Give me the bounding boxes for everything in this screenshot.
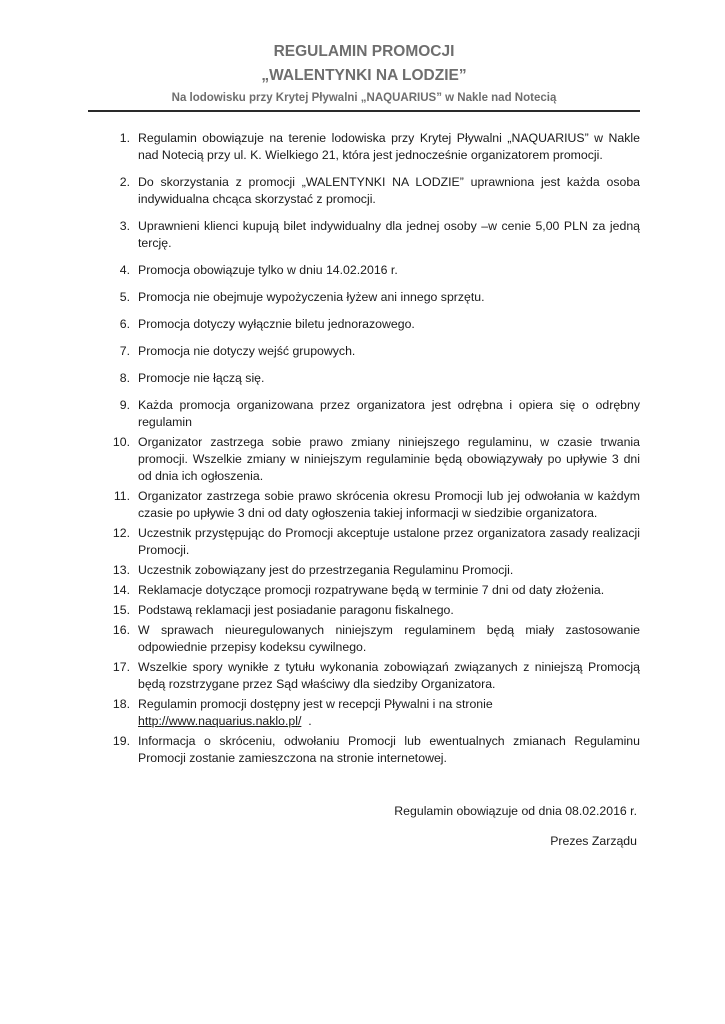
rule-number: 17. — [112, 660, 130, 674]
rule-text: Każda promocja organizowana przez organizatora jest odrębna i opiera się o odrębny regulamin — [138, 398, 640, 429]
rule-number: 8. — [119, 371, 130, 385]
rule-item — [88, 622, 640, 656]
rule-number: 19. — [112, 734, 130, 748]
rule-item — [88, 316, 640, 333]
rule-text: Promocja nie obejmuje wypożyczenia łyżew ani innego sprzętu. — [138, 290, 485, 304]
document-header — [88, 40, 640, 107]
rule-text: Reklamacje dotyczące promocji rozpatrywane będą w terminie 7 dni od daty złożenia. — [138, 583, 605, 597]
rule-number: 4. — [119, 263, 130, 277]
rule-text: W sprawach nieuregulowanych niniejszym regulaminem będą miały zastosowanie odpowiednie przepisy kodeksu cywilnego. — [138, 623, 640, 654]
rule-item — [88, 218, 640, 252]
signature-line: Prezes Zarządu — [550, 834, 637, 848]
document-title: REGULAMIN PROMOCJI — [273, 43, 455, 60]
rule-number: 1. — [119, 131, 130, 145]
rule-item — [88, 602, 640, 619]
rule-number: 7. — [119, 344, 130, 358]
rule-number: 9. — [119, 398, 130, 412]
rule-text: Podstawą reklamacji jest posiadanie paragonu fiskalnego. — [138, 603, 454, 617]
location-line: Na lodowisku przy Krytej Pływalni „NAQUARIUS” w Nakle nad Notecią — [171, 92, 557, 104]
rule-text: Uczestnik przystępując do Promocji akceptuje ustalone przez organizatora zasady realizacji Promocji. — [138, 526, 640, 557]
rule-item — [88, 659, 640, 693]
rule-text: Do skorzystania z promocji „WALENTYNKI NA LODZIE” uprawniona jest każda osoba indywidualna chcąca skorzystać z promocji. — [138, 175, 640, 206]
rule-item — [88, 130, 640, 164]
rule-number: 6. — [119, 317, 130, 331]
rule-number: 3. — [119, 219, 130, 233]
rule-item — [88, 174, 640, 208]
rule-item — [88, 343, 640, 360]
rules-list — [88, 130, 640, 767]
rule-number: 11. — [113, 489, 130, 503]
rule-number: 2. — [119, 175, 130, 189]
rule-number: 16. — [112, 623, 130, 637]
rule-text: Uczestnik zobowiązany jest do przestrzegania Regulaminu Promocji. — [138, 563, 514, 577]
website-link[interactable]: http://www.naquarius.naklo.pl/ — [138, 714, 302, 728]
rule-number: 10. — [112, 435, 130, 449]
rule-item — [88, 262, 640, 279]
rule-item — [88, 733, 640, 767]
promotion-name: „WALENTYNKI NA LODZIE” — [261, 67, 467, 84]
rule-number: 12. — [112, 526, 130, 540]
rule-number: 14. — [112, 583, 130, 597]
rule-text: Wszelkie spory wynikłe z tytułu wykonania zobowiązań związanych z niniejszą Promocją będą rozstrzygane przez Sąd właściwy dla siedziby Organizatora. — [138, 660, 640, 691]
rule-number: 5. — [119, 290, 130, 304]
effective-date: Regulamin obowiązuje od dnia 08.02.2016 r. — [394, 804, 637, 818]
rule-text: Organizator zastrzega sobie prawo skrócenia okresu Promocji lub jej odwołania w każdym czasie po upływie 3 dni od daty ogłoszenia takiej informacji w siedzibie organizatora. — [138, 489, 640, 520]
rule-text: Informacja o skróceniu, odwołaniu Promocji lub ewentualnych zmianach Regulaminu Promocji zostanie zamieszczona na stronie internetowej. — [138, 734, 640, 765]
rule-item — [88, 434, 640, 485]
rule-number: 13. — [112, 563, 130, 577]
header-divider — [88, 110, 640, 112]
rule-item — [88, 488, 640, 522]
rule-text: Promocja nie dotyczy wejść grupowych. — [138, 344, 356, 358]
rule-text: Regulamin obowiązuje na terenie lodowiska przy Krytej Pływalni „NAQUARIUS” w Nakle nad Notecią przy ul. K. Wielkiego 21, która jest jednocześnie organizatorem promocji. — [138, 131, 640, 162]
rule-item — [88, 696, 640, 730]
rule-text: Promocje nie łączą się. — [138, 371, 265, 385]
rule-text: Uprawnieni klienci kupują bilet indywidualny dla jednej osoby –w cenie 5,00 PLN za jedną tercję. — [138, 219, 640, 250]
rule-text: Promocja obowiązuje tylko w dniu 14.02.2016 r. — [138, 263, 398, 277]
rule-text: Regulamin promocji dostępny jest w recepcji Pływalni i na stronie http://www.naquarius.naklo.pl/ . — [138, 697, 493, 728]
rule-number: 18. — [112, 697, 130, 711]
rule-text: Promocja dotyczy wyłącznie biletu jednorazowego. — [138, 317, 415, 331]
rule-number: 15. — [112, 603, 130, 617]
rule-item — [88, 525, 640, 559]
rule-item — [88, 289, 640, 306]
rule-text: Organizator zastrzega sobie prawo zmiany niniejszego regulaminu, w czasie trwania promocji. Wszelkie zmiany w niniejszym regulaminie będą obowiązywały po upływie 3 dni od dnia ich ogłoszenia. — [138, 435, 640, 483]
rule-item — [88, 370, 640, 387]
rule-item — [88, 562, 640, 579]
rule-item — [88, 397, 640, 431]
rule-item — [88, 582, 640, 599]
